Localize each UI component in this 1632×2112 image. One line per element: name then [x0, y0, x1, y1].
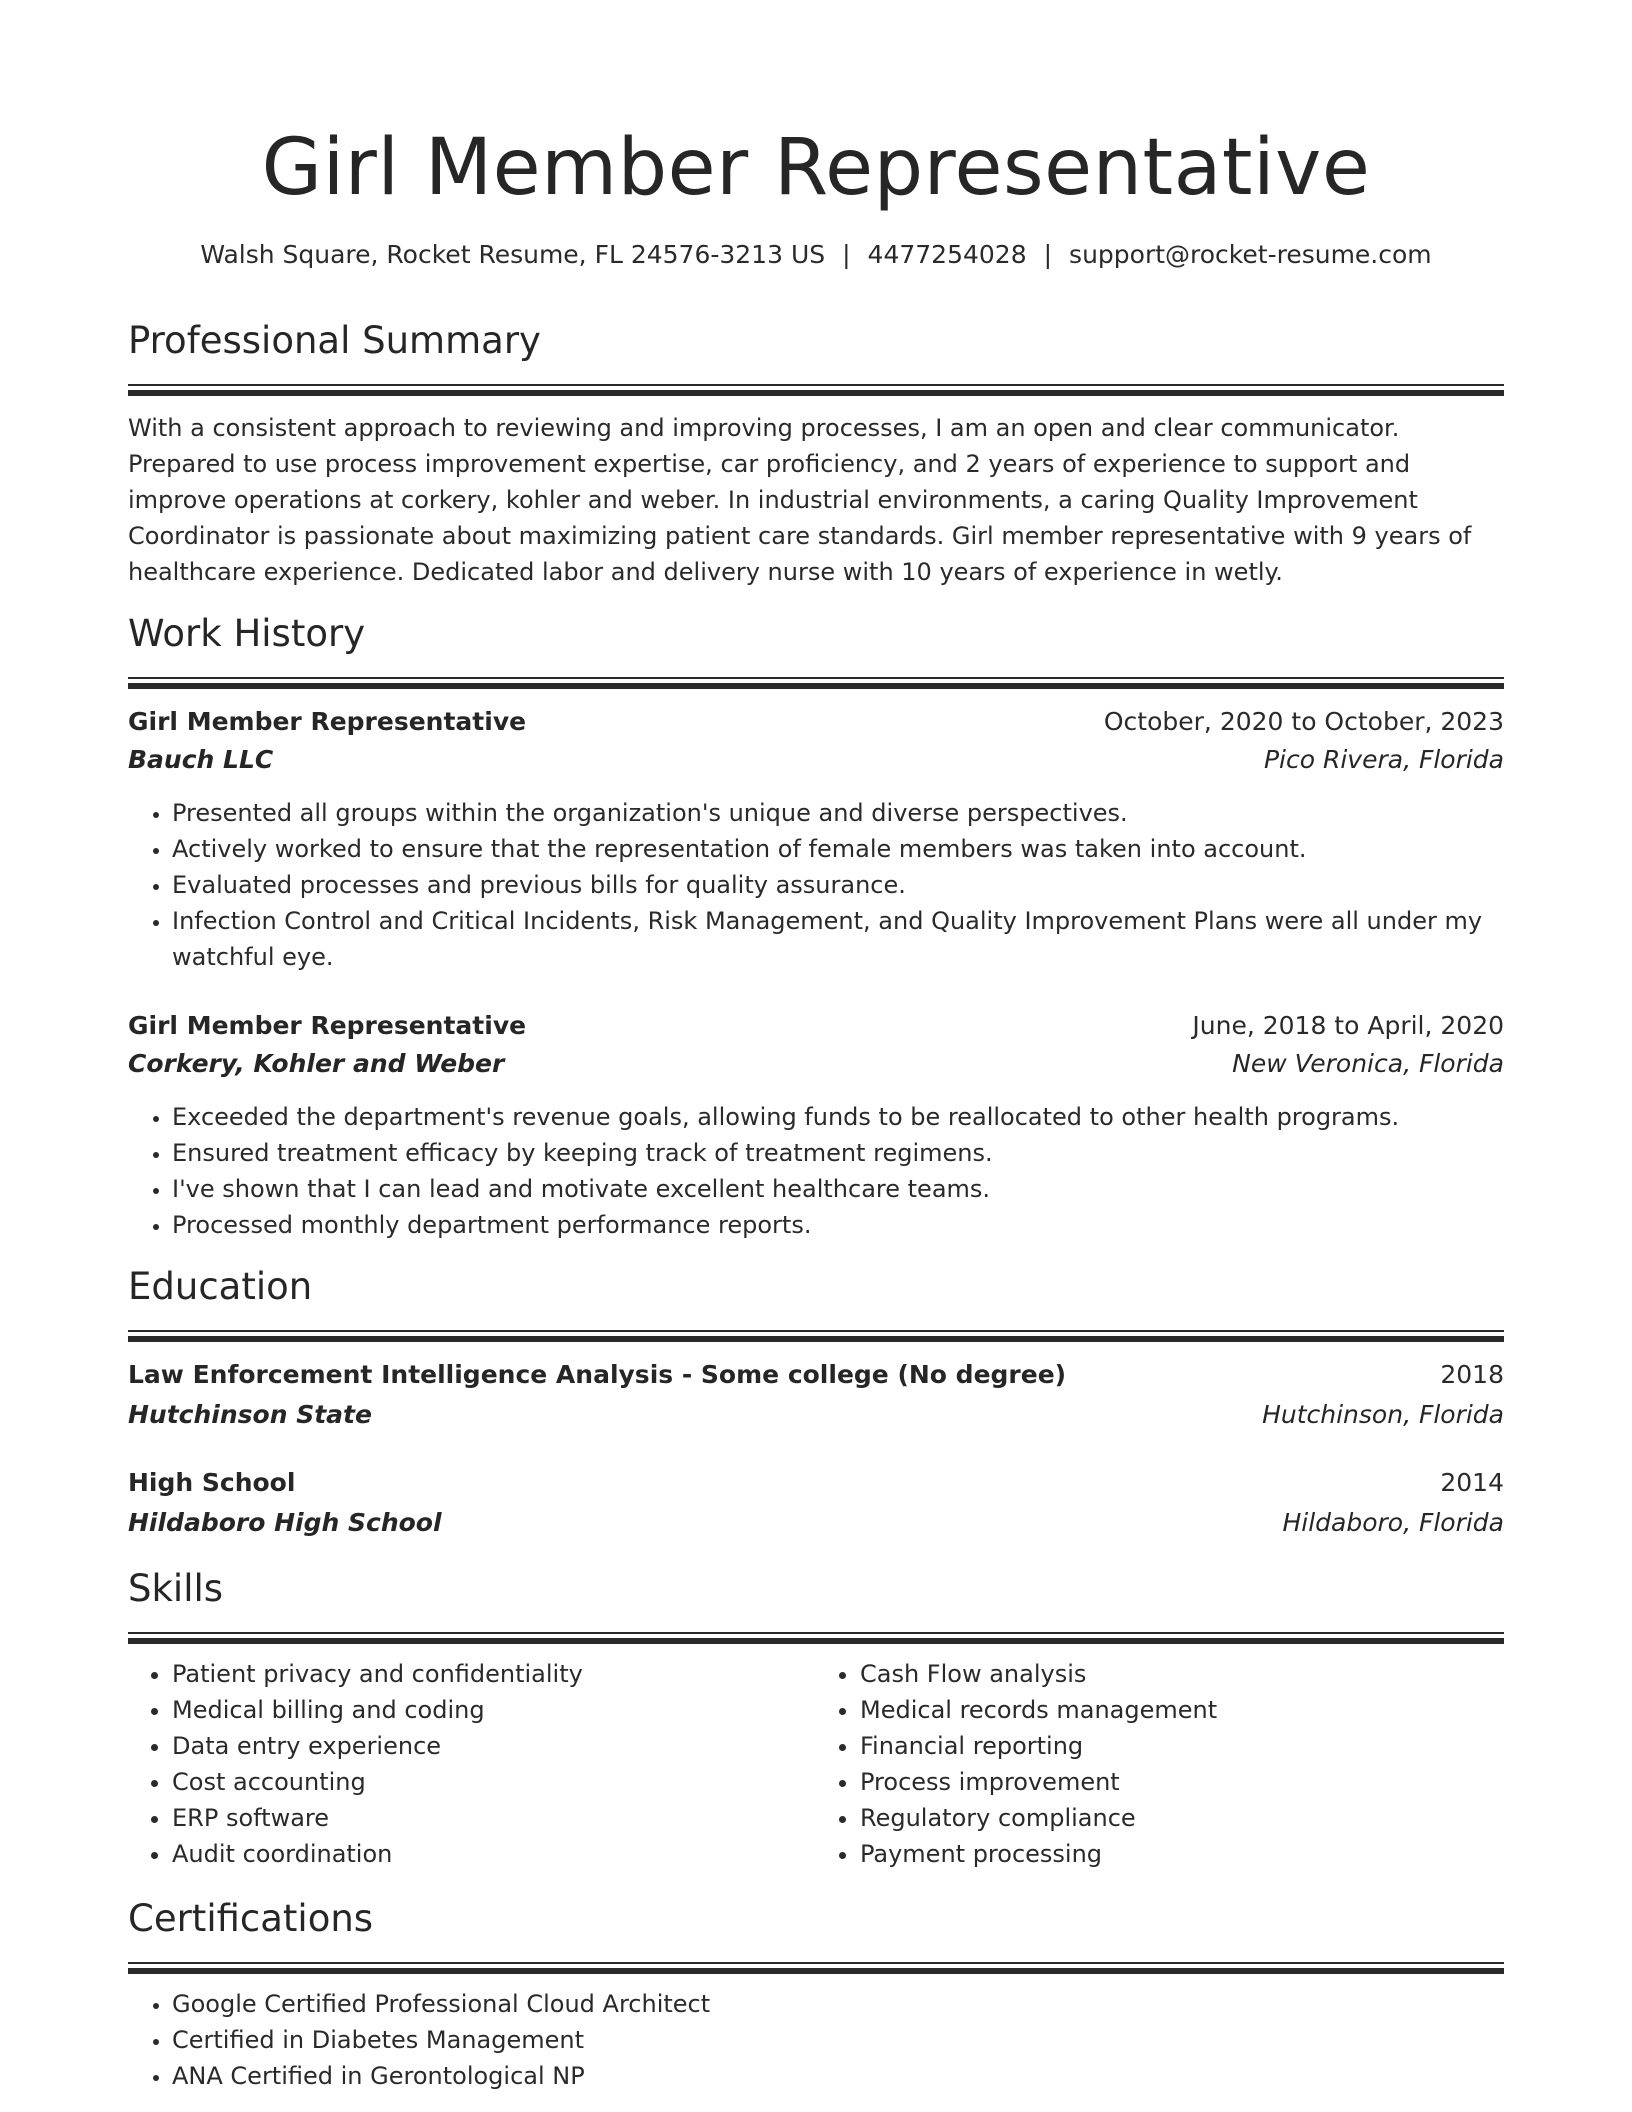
job-entry — [128, 703, 1504, 975]
graduation-year: 2014 — [1440, 1468, 1504, 1497]
job-entry — [128, 1007, 1504, 1243]
skill-item: • Patient privacy and confidentiality — [172, 1656, 816, 1692]
list-item: • Evaluated processes and previous bills for quality assurance. — [172, 867, 1504, 903]
job-bullets — [128, 795, 1504, 975]
education-subheader — [128, 1396, 1504, 1434]
skill-item: • Payment processing — [860, 1836, 1504, 1872]
certifications-list — [128, 1986, 1504, 2094]
job-subheader — [128, 741, 1504, 779]
email[interactable]: support@rocket-resume.com — [1069, 240, 1432, 269]
section-title-certifications: Certifications — [128, 1897, 374, 1940]
education-header — [128, 1356, 1504, 1394]
candidate-name: Girl Member Representative — [261, 123, 1371, 213]
list-item: • Processed monthly department performance reports. — [172, 1207, 1504, 1243]
phone: 4477254028 — [867, 240, 1027, 269]
section-rule — [128, 1330, 1504, 1342]
address: Walsh Square, Rocket Resume, FL 24576-3213 US — [200, 240, 826, 269]
skill-item: • ERP software — [172, 1800, 816, 1836]
job-bullets — [128, 1099, 1504, 1243]
skill-item: • Data entry experience — [172, 1728, 816, 1764]
job-location: New Veronica, Florida — [1232, 1049, 1504, 1078]
section-title-work: Work History — [128, 612, 366, 655]
job-header — [128, 1007, 1504, 1045]
list-item: • Exceeded the department's revenue goals, allowing funds to be reallocated to other health programs. — [172, 1099, 1504, 1135]
list-item: • Infection Control and Critical Incidents, Risk Management, and Quality Improvement Plans were all under my watchful eye. — [172, 903, 1504, 975]
contact-line — [0, 238, 1632, 272]
certification-item: • Certified in Diabetes Management — [172, 2022, 1504, 2058]
skill-item: • Audit coordination — [172, 1836, 816, 1872]
education-subheader — [128, 1504, 1504, 1542]
list-item: • I've shown that I can lead and motivate excellent healthcare teams. — [172, 1171, 1504, 1207]
section-rule — [128, 384, 1504, 396]
job-location: Pico Rivera, Florida — [1263, 745, 1504, 774]
job-dates: June, 2018 to April, 2020 — [1192, 1011, 1504, 1040]
skill-item: • Medical records management — [860, 1692, 1504, 1728]
skill-item: • Cash Flow analysis — [860, 1656, 1504, 1692]
education-entry — [128, 1356, 1504, 1434]
school-location: Hildaboro, Florida — [1282, 1508, 1504, 1537]
list-item: • Ensured treatment efficacy by keeping track of treatment regimens. — [172, 1135, 1504, 1171]
list-item: • Presented all groups within the organization's unique and diverse perspectives. — [172, 795, 1504, 831]
summary-section — [128, 316, 1504, 590]
job-title: Girl Member Representative — [128, 1011, 527, 1040]
job-dates: October, 2020 to October, 2023 — [1103, 707, 1504, 736]
certification-item: • ANA Certified in Gerontological NP — [172, 2058, 1504, 2094]
skill-item: • Medical billing and coding — [172, 1692, 816, 1728]
degree: High School — [128, 1468, 296, 1497]
education-header — [128, 1464, 1504, 1502]
skills-column-left — [128, 1656, 816, 1872]
skills-grid — [128, 1656, 1504, 1872]
education-section — [128, 1262, 1504, 1542]
skills-section — [128, 1564, 1504, 1872]
certification-item: • Google Certified Professional Cloud Architect — [172, 1986, 1504, 2022]
skill-item: • Process improvement — [860, 1764, 1504, 1800]
list-item: • Actively worked to ensure that the representation of female members was taken into account. — [172, 831, 1504, 867]
section-rule — [128, 677, 1504, 689]
section-title-summary: Professional Summary — [128, 319, 541, 362]
school-location: Hutchinson, Florida — [1262, 1400, 1504, 1429]
skills-column-right — [816, 1656, 1504, 1872]
education-entry — [128, 1464, 1504, 1542]
degree: Law Enforcement Intelligence Analysis - Some college (No degree) — [128, 1360, 1067, 1389]
school-name: Hildaboro High School — [128, 1508, 442, 1537]
certifications-section — [128, 1894, 1504, 2094]
section-rule — [128, 1632, 1504, 1644]
section-title-education: Education — [128, 1265, 313, 1308]
skill-item: • Regulatory compliance — [860, 1800, 1504, 1836]
job-header — [128, 703, 1504, 741]
section-rule — [128, 1962, 1504, 1974]
company-name: Bauch LLC — [128, 745, 274, 774]
graduation-year: 2018 — [1440, 1360, 1504, 1389]
summary-text: With a consistent approach to reviewing and improving processes, I am an open and clear communicator. Prepared to use process improvement expertise, car proficiency, and 2 years of experience to support and improve operations at corkery, kohler and weber. In industrial environments, a caring Quality Improvement Coordinator is passionate about maximizing patient care standards. Girl member representative with 9 years of healthcare experience. Dedicated labor and delivery nurse with 10 years of experience in wetly. — [128, 414, 1472, 586]
separator: | — [1043, 240, 1053, 269]
separator: | — [842, 240, 851, 269]
skill-item: • Financial reporting — [860, 1728, 1504, 1764]
work-history-section — [128, 609, 1504, 1243]
job-subheader — [128, 1045, 1504, 1083]
school-name: Hutchinson State — [128, 1400, 372, 1429]
skill-item: • Cost accounting — [172, 1764, 816, 1800]
job-title: Girl Member Representative — [128, 707, 527, 736]
section-title-skills: Skills — [128, 1567, 224, 1610]
company-name: Corkery, Kohler and Weber — [128, 1049, 505, 1078]
